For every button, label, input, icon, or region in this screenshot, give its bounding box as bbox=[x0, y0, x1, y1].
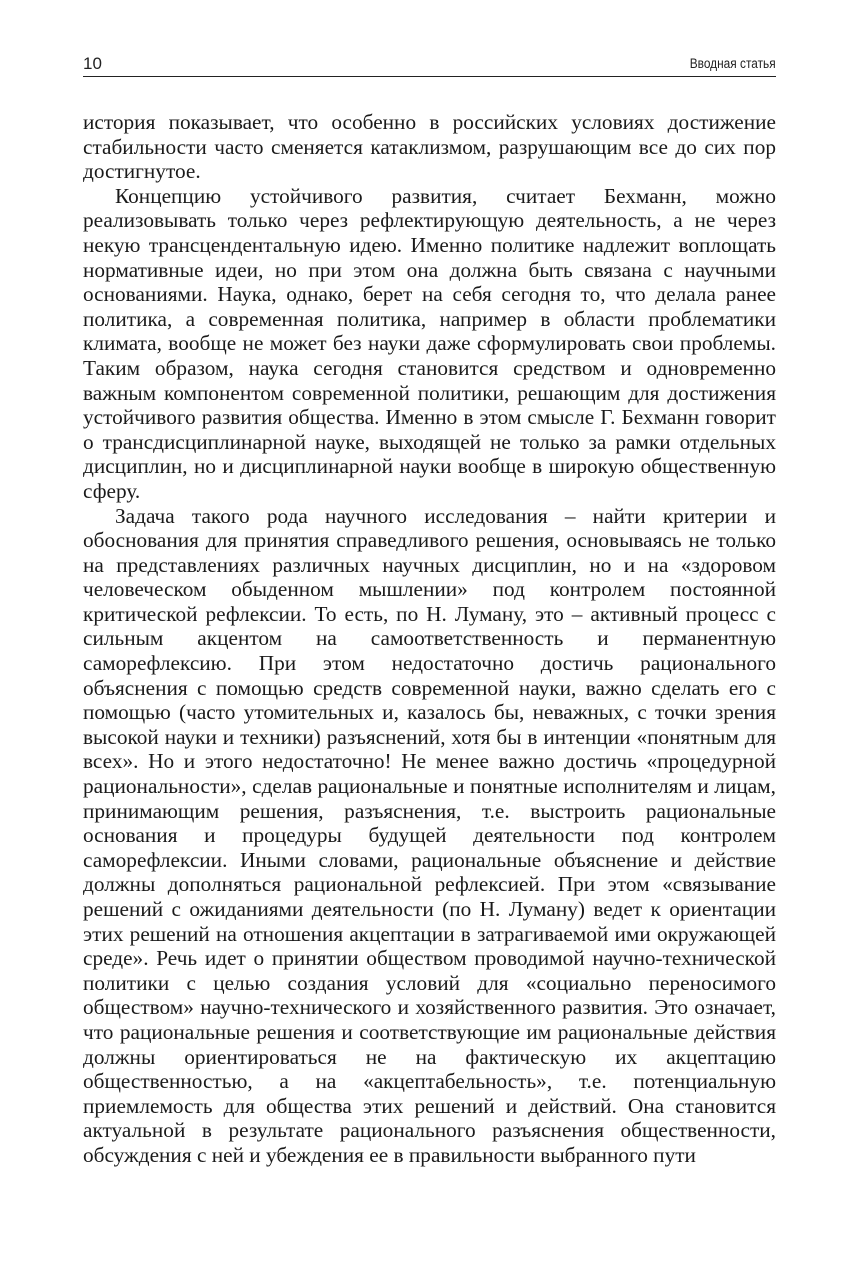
running-title: Вводная статья bbox=[690, 56, 776, 71]
paragraph-research-task: Задача такого рода научного исследования – найти критерии и обоснования для принятия справедливого решения, основываясь не только на представлениях различных научных дисциплин, но и на «здоровом человеческом обыденном мышлении» под контролем постоянной критической рефлексии. То есть, по Н. Луману, это – активный процесс с сильным акцентом на самоответственность и перманентную саморефлексию. При этом недостаточно достичь рационального объяснения с помощью средств современной науки, важно сделать его с помощью (часто утомительных и, казалось бы, неважных, с точки зрения высокой науки и техники) разъяснений, хотя бы в интенции «понятным для всех». Но и этого недостаточно! Не менее важно достичь «процедурной рациональности», сделав рациональные и понятные исполнителям и лицам, принимающим решения, разъяснения, т.е. выстроить рациональные основания и процедуры будущей деятельности под контролем саморефлексии. Иными словами, рациональные объяснение и действие должны дополняться рациональной рефлексией. При этом «связывание решений с ожиданиями деятельности (по Н. Луману) ведет к ориентации этих решений на отношения акцептации в затрагиваемой ими окружающей среде». Речь идет о принятии обществом проводимой научно-технической политики с целью создания условий для «социально переносимого обществом» научно-технического и хозяйственного развития. Это означает, что рациональные решения и соответствующие им рациональные действия должны ориентироваться не на фактическую их акцептацию общественностью, а на «акцептабельность», т.е. потенциальную приемлемость для общества этих решений и действий. Она становится актуальной в результате рационального разъяснения общественности, обсуждения с ней и убеждения ее в правильности выбранного пути bbox=[83, 503, 776, 1167]
paragraph-sustainable-development: Концепцию устойчивого развития, считает Бехманн, можно реализовывать только через рефлектирующую деятельность, а не через некую трансцендентальную идею. Именно политике надлежит воплощать нормативные идеи, но при этом она должна быть связана с научными основаниями. Наука, однако, берет на себя сегодня то, что делала ранее политика, а современная политика, например в области проблематики климата, вообще не может без науки даже сформулировать свои проблемы. Таким образом, наука сегодня становится средством и одновременно важным компонентом современной политики, решающим для достижения устойчивого развития общества. Именно в этом смысле Г. Бехманн говорит о трансдисциплинарной науке, выходящей не только за рамки отдельных дисциплин, но и дисциплинарной науки вообще в широкую общественную сферу. bbox=[83, 183, 776, 503]
page-number: 10 bbox=[83, 54, 102, 73]
body-text bbox=[83, 110, 776, 1168]
page-header bbox=[83, 52, 776, 77]
paragraph-continuation: история показывает, что особенно в российских условиях достижение стабильности часто сменяется катаклизмом, разрушающим все до сих пор достигнутое. bbox=[83, 110, 776, 184]
